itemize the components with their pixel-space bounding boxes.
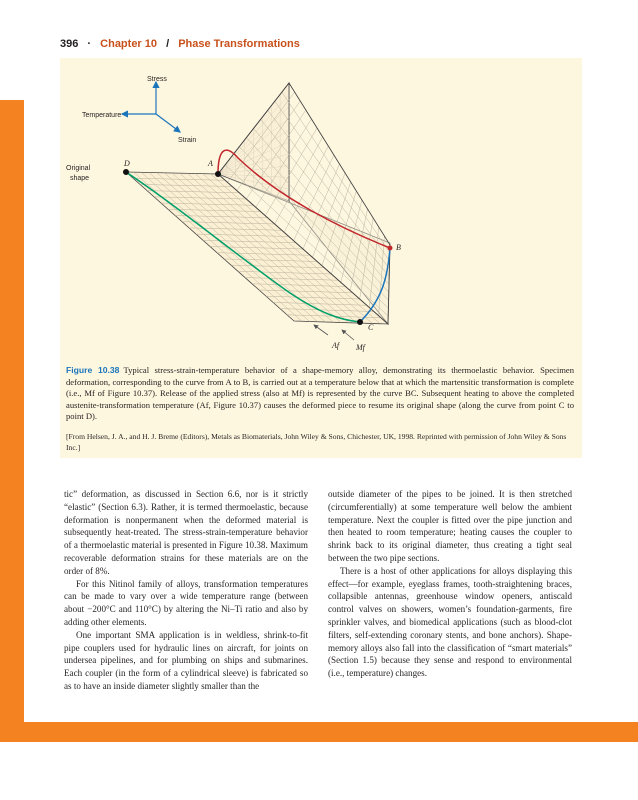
point-b-label: B	[396, 243, 401, 252]
mf-arrow	[342, 330, 354, 340]
bottom-orange-bar	[0, 722, 638, 742]
original-shape-label-line2: shape	[70, 175, 90, 182]
axes-glyph	[82, 76, 196, 144]
chapter-label: Chapter 10	[100, 38, 158, 50]
point-a-label: A	[208, 159, 213, 168]
point-c-label: C	[368, 323, 374, 332]
header-separator: ·	[87, 38, 92, 50]
af-label: Af	[332, 341, 340, 350]
caption-text: Typical stress-strain-temperature behavior of a shape-memory alloy, demonstrating its thermoelastic behavior. Specimen deformation, corresponding to the curve from A to B, is carried out at a temperature below that at which the martensitic transformation is complete (i.e., Mf of Figure 10.37). Release of the applied stress (also at Mf) is represented by the curve BC. Subsequent heating to above the completed austenite-transformation temperature (Af, Figure 10.37) causes the deformed piece to resume its original shape (along the curve from point C to point D).	[66, 365, 575, 422]
original-shape-label-line1: Original	[66, 165, 91, 172]
body-column-left	[64, 488, 308, 693]
header-slash: /	[166, 38, 170, 50]
point-b-marker	[388, 246, 393, 251]
orange-margin-bar	[0, 100, 24, 722]
right-paragraph-1: outside diameter of the pipes to be joined. It is then stretched (circumferentially) at some temperature well below the ambient temperature. Next the coupler is fitted over the pipe junction and then heated to room temperature; heating causes the coupler to shrink back to its original diameter, thus creating a tight seal between the two pipe sections.	[328, 489, 572, 563]
figure-label: Figure 10.38	[66, 365, 120, 375]
strain-axis-arrow	[156, 114, 180, 132]
running-header	[60, 38, 300, 50]
strain-axis-label: Strain	[178, 137, 197, 144]
body-column-right	[328, 488, 572, 680]
stress-strain-temperature-diagram	[60, 58, 582, 358]
mf-label: Mf	[356, 343, 365, 352]
stress-axis-label: Stress	[147, 76, 167, 83]
point-d-marker	[123, 169, 129, 175]
point-d-label: D	[124, 159, 130, 168]
af-arrow	[314, 325, 328, 335]
temperature-axis-label: Temperature	[82, 112, 122, 119]
point-a-marker	[215, 171, 221, 177]
right-paragraph-2: There is a host of other applications for alloys displaying this effect—for example, eyeglass frames, tooth-straightening braces, collapsible antennas, greenhouse window openers, antiscald control valves on showers, women’s foundation-garments, fire sprinkler valves, and biomedical applications (such as blood-clot filters, self-extending coronary stents, and bone anchors). Shape-memory alloys also fall into the classification of “smart materials” (Section 1.5) because they sense and respond to environmental (i.e., temperature) changes.	[328, 565, 572, 679]
figure-credit: [From Helsen, J. A., and H. J. Breme (Editors), Metals as Biomaterials, John Wiley & Sons, Chichester, UK, 1998. Reprinted with permission of John Wiley & Sons Inc.]	[66, 432, 567, 452]
figure-caption	[66, 365, 574, 423]
left-paragraph-3: One important SMA application is in weldless, shrink-to-fit pipe couplers used for hydraulic lines on aircraft, for joints on undersea pipelines, and for plumbing on ships and submarines. Each coupler (in the form of a cylindrical sleeve) is fabricated so as to have an inside diameter slightly smaller than the	[64, 629, 308, 691]
page-number: 396	[60, 38, 79, 50]
chapter-title: Phase Transformations	[178, 38, 300, 50]
left-paragraph-2: For this Nitinol family of alloys, transformation temperatures can be made to vary over a wide temperature range (between about −200°C and 110°C) by altering the Ni–Ti ratio and also by adding other elements.	[64, 578, 308, 627]
point-c-marker	[357, 319, 363, 325]
left-paragraph-1: tic” deformation, as discussed in Section 6.6, nor is it strictly “elastic” (Section 6.3). Rather, it is termed thermoelastic, because deformation is nonpermanent when the deformed material is subsequently heat-treated. The stress-strain-temperature behavior of a thermoelastic material is presented in Figure 10.38. Maximum recoverable deformation strains for these materials are on the order of 8%.	[64, 489, 308, 576]
